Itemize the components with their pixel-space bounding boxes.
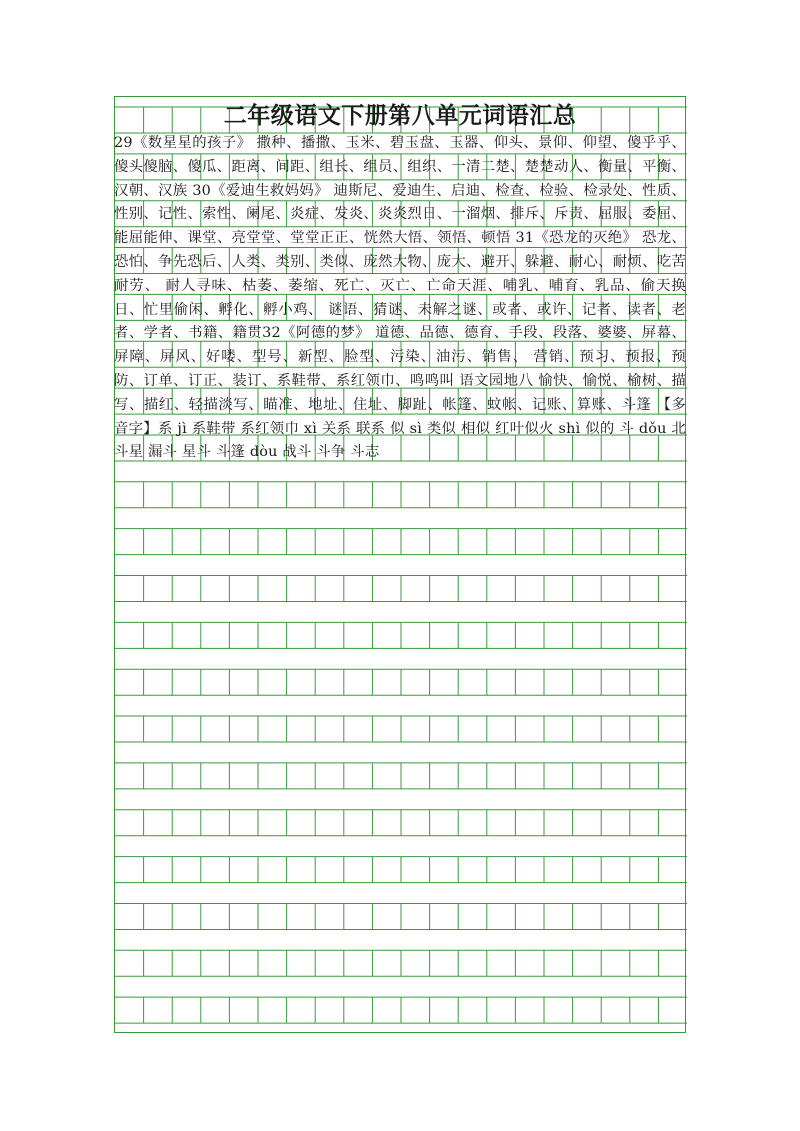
document-content bbox=[114, 96, 686, 465]
page-title: 二年级语文下册第八单元词语汇总 bbox=[223, 103, 577, 129]
vocabulary-paragraph: 29《数星星的孩子》 撒种、播撒、玉米、碧玉盘、玉器、仰头、景仰、仰望、傻乎乎、傻头傻脑、傻瓜、距离、间距、组长、组员、组织、一清二楚、楚楚动人、衡量、平衡、汉朝、汉族 30《爱迪生救妈妈》 迪斯尼、爱迪生、启迪、检查、检验、检录处、性质、性别、记性、索性、阑尾、炎症、发炎、炎炎烈日、一溜烟、排斥、斥责、屈服、委屈、能屈能伸、课堂、亮堂堂、堂堂正正、恍然大悟、领悟、顿悟 31《恐龙的灭绝》 恐龙、恐怕、争先恐后、人类、类别、类似、庞然大物、庞大、避开、躲避、耐心、耐烦、吃苦耐劳、 耐人寻味、枯萎、萎缩、死亡、灭亡、亡命天涯、哺乳、哺育、乳品、偷天换日、忙里偷闲、孵化、孵小鸡、 谜语、猜谜、未解之谜、或者、或许、记者、读者、老者、学者、书籍、籍贯32《阿德的梦》 道德、品德、德育、手段、段落、婆婆、屏幕、屏障、屏风、好喽、型号、新型、脸型、污染、油污、销售、 营销、预习、预报、预防、订单、订正、装订、系鞋带、系红领巾、鸣鸣叫 语文园地八 愉快、愉悦、榆树、描写、描红、轻描淡写、瞄准、地址、住址、脚趾、帐篷、蚊帐、记账、算账、斗篷 【多音字】系 jì 系鞋带 系红领巾 xì 关系 联系 似 sì 类似 相似 红叶似火 shì 似的 斗 dǒu 北斗星 漏斗 星斗 斗篷 dòu 战斗 斗争 斗志 bbox=[114, 135, 686, 461]
